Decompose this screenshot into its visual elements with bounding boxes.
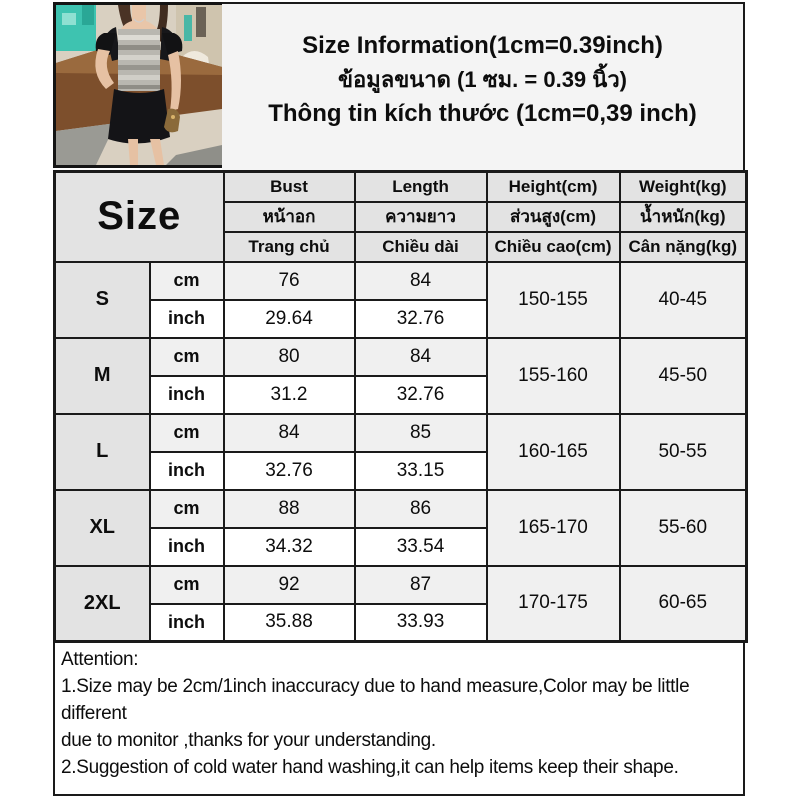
unit-inch: inch <box>150 604 224 642</box>
table-row <box>55 338 747 376</box>
bust-inch-xl: 34.32 <box>224 528 355 566</box>
bust-cm-s: 76 <box>224 262 355 300</box>
bust-inch-m: 31.2 <box>224 376 355 414</box>
table-row <box>55 414 747 452</box>
col-header-weight-vi: Cân nặng(kg) <box>620 232 747 262</box>
title-english: Size Information(1cm=0.39inch) <box>302 32 663 59</box>
size-label-m: M <box>55 338 150 414</box>
product-photo <box>53 2 225 168</box>
bust-inch-2xl: 35.88 <box>224 604 355 642</box>
weight-l: 50-55 <box>620 414 747 490</box>
length-cm-xl: 86 <box>355 490 487 528</box>
height-l: 160-165 <box>487 414 620 490</box>
col-header-bust-en: Bust <box>224 172 355 202</box>
col-header-height-en: Height(cm) <box>487 172 620 202</box>
height-s: 150-155 <box>487 262 620 338</box>
col-header-length-th: ความยาว <box>355 202 487 232</box>
bust-cm-2xl: 92 <box>224 566 355 604</box>
table-row <box>55 490 747 528</box>
weight-xl: 55-60 <box>620 490 747 566</box>
bust-inch-l: 32.76 <box>224 452 355 490</box>
size-label-2xl: 2XL <box>55 566 150 642</box>
unit-cm: cm <box>150 490 224 528</box>
length-inch-m: 32.76 <box>355 376 487 414</box>
height-2xl: 170-175 <box>487 566 620 642</box>
weight-m: 45-50 <box>620 338 747 414</box>
size-label-l: L <box>55 414 150 490</box>
col-header-bust-vi: Trang chủ <box>224 232 355 262</box>
attention-note-2: 2.Suggestion of cold water hand washing,it can help items keep their shape. <box>61 757 679 778</box>
length-cm-l: 85 <box>355 414 487 452</box>
title-block <box>222 2 745 170</box>
product-photo-illustration <box>56 5 222 165</box>
bust-cm-m: 80 <box>224 338 355 376</box>
length-cm-m: 84 <box>355 338 487 376</box>
bust-cm-xl: 88 <box>224 490 355 528</box>
height-xl: 165-170 <box>487 490 620 566</box>
size-corner-label: Size <box>55 172 224 262</box>
weight-2xl: 60-65 <box>620 566 747 642</box>
size-label-s: S <box>55 262 150 338</box>
unit-inch: inch <box>150 452 224 490</box>
bust-inch-s: 29.64 <box>224 300 355 338</box>
col-header-bust-th: หน้าอก <box>224 202 355 232</box>
attention-notes <box>53 641 745 796</box>
unit-inch: inch <box>150 528 224 566</box>
col-header-length-en: Length <box>355 172 487 202</box>
bust-cm-l: 84 <box>224 414 355 452</box>
unit-cm: cm <box>150 566 224 604</box>
weight-s: 40-45 <box>620 262 747 338</box>
size-chart-table <box>53 170 748 643</box>
title-vietnamese: Thông tin kích thước (1cm=0,39 inch) <box>268 100 697 127</box>
attention-note-1b: due to monitor ,thanks for your understanding. <box>61 730 436 751</box>
length-cm-s: 84 <box>355 262 487 300</box>
table-row <box>55 566 747 604</box>
col-header-weight-th: น้ำหนัก(kg) <box>620 202 747 232</box>
length-inch-s: 32.76 <box>355 300 487 338</box>
size-label-xl: XL <box>55 490 150 566</box>
col-header-height-vi: Chiều cao(cm) <box>487 232 620 262</box>
length-inch-2xl: 33.93 <box>355 604 487 642</box>
col-header-length-vi: Chiều dài <box>355 232 487 262</box>
length-inch-xl: 33.54 <box>355 528 487 566</box>
unit-inch: inch <box>150 376 224 414</box>
height-m: 155-160 <box>487 338 620 414</box>
attention-heading: Attention: <box>61 649 139 670</box>
unit-cm: cm <box>150 338 224 376</box>
col-header-weight-en: Weight(kg) <box>620 172 747 202</box>
table-row <box>55 262 747 300</box>
length-inch-l: 33.15 <box>355 452 487 490</box>
length-cm-2xl: 87 <box>355 566 487 604</box>
unit-cm: cm <box>150 262 224 300</box>
unit-cm: cm <box>150 414 224 452</box>
attention-note-1a: 1.Size may be 2cm/1inch inaccuracy due to hand measure,Color may be little different <box>61 676 690 724</box>
title-thai: ข้อมูลขนาด (1 ซม. = 0.39 นิ้ว) <box>337 67 627 92</box>
unit-inch: inch <box>150 300 224 338</box>
col-header-height-th: ส่วนสูง(cm) <box>487 202 620 232</box>
